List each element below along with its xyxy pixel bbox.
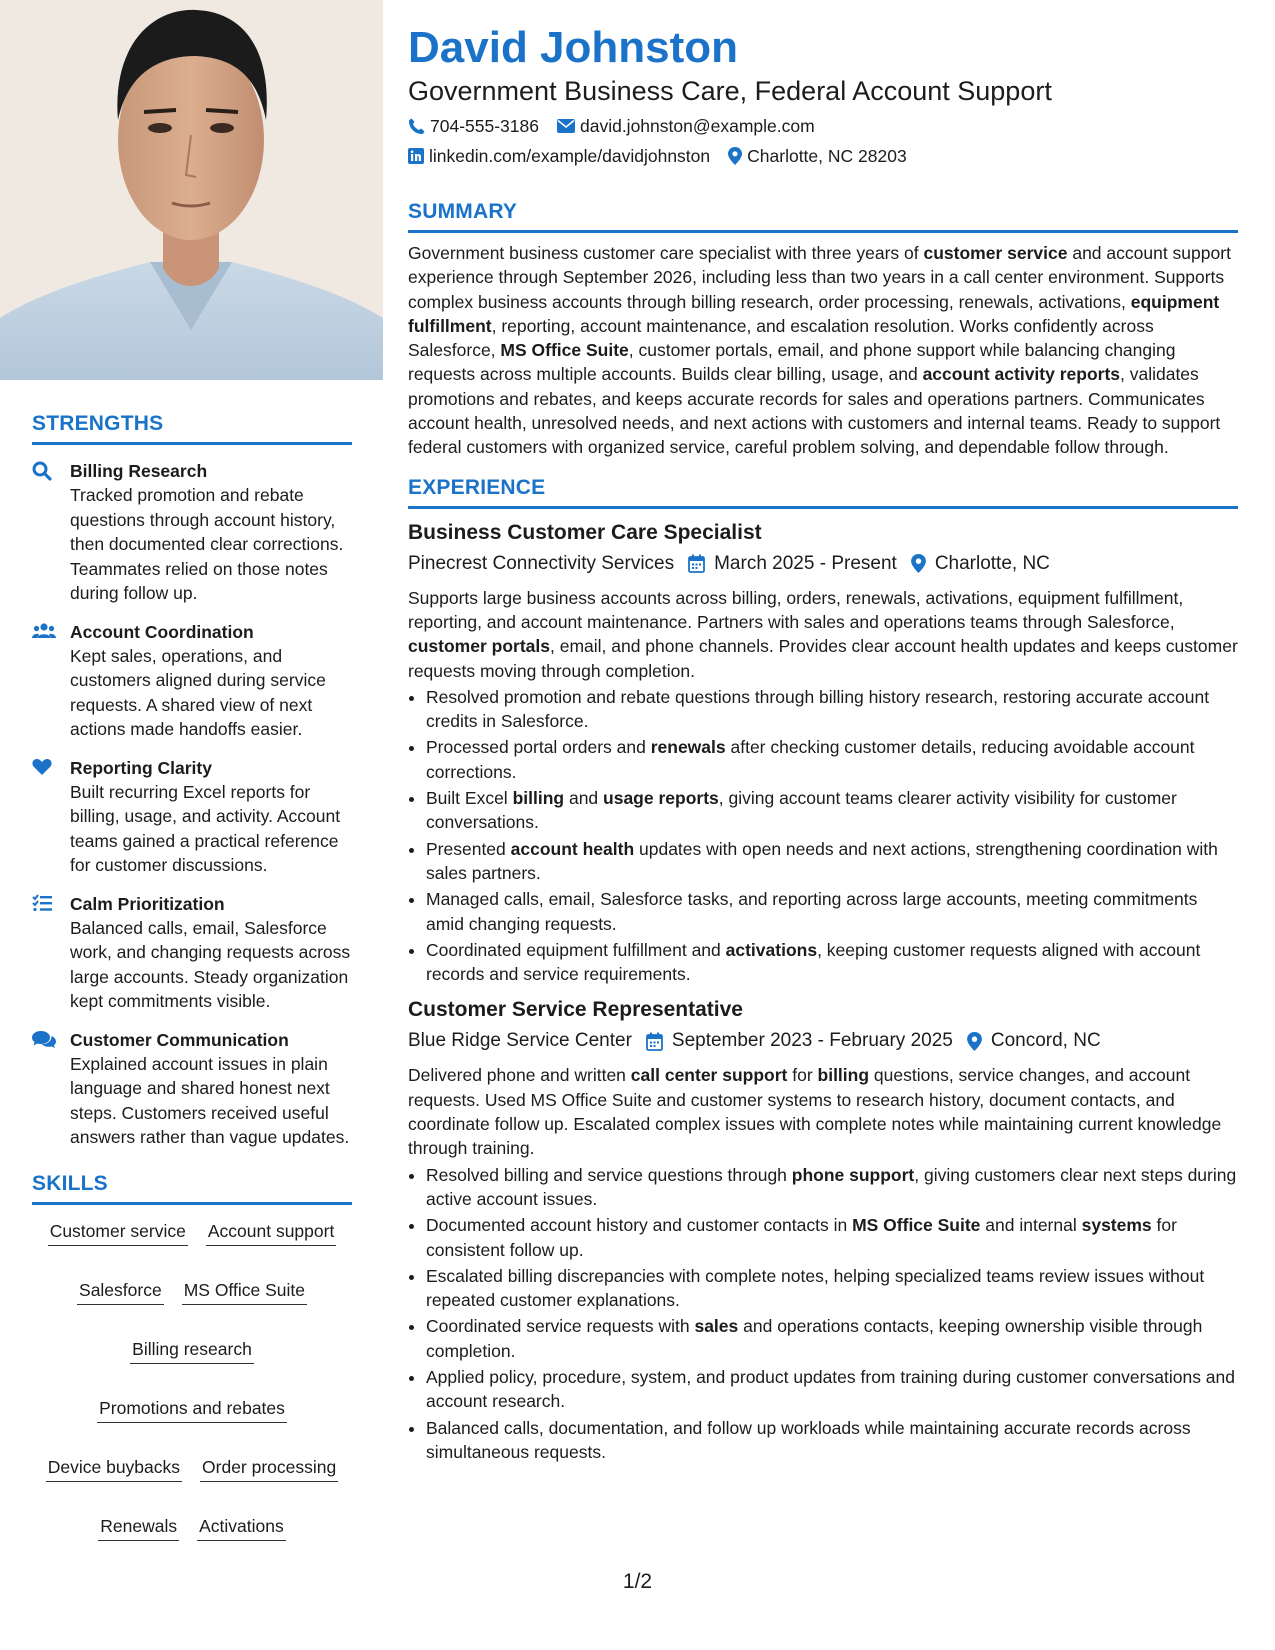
strength-item xyxy=(32,756,352,878)
summary-heading: SUMMARY xyxy=(408,200,1238,233)
job-description: Supports large business accounts across billing, orders, renewals, activations, equipment fulfillment, reporting, and account maintenance. Partners with sales and operations teams through Salesforce, customer portals, email, and phone channels. Provides clear account health updates and keeps customer requests moving through completion. xyxy=(408,587,1238,681)
list-item: • Applied policy, procedure, system, and product updates from training during customer conversations and account research. xyxy=(426,1365,1238,1414)
calendar-icon xyxy=(646,1032,663,1051)
strength-item xyxy=(32,620,352,742)
list-item: • Built Excel billing and usage reports, giving account teams clearer activity visibility for customer conversations. xyxy=(426,786,1238,835)
map-pin-icon xyxy=(728,147,742,165)
experience-heading: EXPERIENCE xyxy=(408,476,1238,509)
email-link[interactable]: david.johnston@example.com xyxy=(579,116,815,136)
list-item: • Escalated billing discrepancies with complete notes, helping specialized teams review issues without repeated customer explanations. xyxy=(426,1264,1238,1313)
list-item: • Balanced calls, documentation, and follow up workloads while maintaining accurate records across simultaneous requests. xyxy=(426,1416,1238,1465)
job-location: Concord, NC xyxy=(967,1027,1101,1055)
skills-heading: SKILLS xyxy=(32,1172,352,1205)
calendar-icon xyxy=(688,554,705,573)
location-contact xyxy=(728,144,907,168)
comments-icon xyxy=(32,1028,70,1150)
profile-photo xyxy=(0,0,383,380)
skill-tag: Device buybacks xyxy=(46,1455,182,1482)
company-name: Pinecrest Connectivity Services xyxy=(408,552,675,574)
list-item: • Resolved promotion and rebate questions through billing history research, restoring accurate account credits in Salesforce. xyxy=(426,685,1238,734)
job-dates: September 2023 - February 2025 xyxy=(646,1027,953,1055)
job-title: Customer Service Representative xyxy=(408,998,743,1022)
strength-description: Tracked promotion and rebate questions through account history, then documented clear corrections. Teammates relied on those notes during follow up. xyxy=(70,485,344,603)
skill-tag: Account support xyxy=(206,1219,336,1246)
skill-tag: Salesforce xyxy=(77,1278,164,1305)
list-check-icon xyxy=(32,892,70,1014)
strength-description: Explained account issues in plain language and shared honest next steps. Customers received useful answers rather than vague updates. xyxy=(70,1053,350,1147)
strength-item xyxy=(32,892,352,1014)
job-description: Delivered phone and written call center support for billing questions, service changes, and account requests. Used MS Office Suite and customer systems to research history, document contacts, and coordinate follow up. Escalated complex issues with complete notes while maintaining current knowledge through training. xyxy=(408,1065,1222,1159)
skill-tag: Order processing xyxy=(200,1455,338,1482)
page-number: 1/2 xyxy=(622,1570,653,1593)
list-item: • Presented account health updates with open needs and next actions, strengthening coordination with sales partners. xyxy=(426,837,1238,886)
heart-icon xyxy=(32,756,70,878)
list-item: • Documented account history and customer contacts in MS Office Suite and internal systems for consistent follow up. xyxy=(426,1213,1238,1262)
list-item: • Coordinated equipment fulfillment and activations, keeping customer requests aligned with account records and service requirements. xyxy=(426,938,1238,987)
strength-description: Kept sales, operations, and customers aligned during service requests. A shared view of next actions made handoffs easier. xyxy=(70,645,326,739)
users-icon xyxy=(32,620,70,742)
job-bullets xyxy=(408,1163,1238,1465)
skill-tag: Promotions and rebates xyxy=(97,1396,287,1423)
linkedin-link[interactable]: linkedin.com/example/davidjohnston xyxy=(429,146,711,166)
candidate-name: David Johnston xyxy=(408,23,739,72)
email-contact xyxy=(557,114,815,138)
list-item: • Coordinated service requests with sales and operations contacts, keeping ownership visible through completion. xyxy=(426,1314,1238,1363)
headline: Government Business Care, Federal Account Support xyxy=(408,76,1052,106)
list-item: • Processed portal orders and renewals after checking customer details, reducing avoidable account corrections. xyxy=(426,735,1238,784)
strength-item xyxy=(32,459,352,606)
contact-row xyxy=(408,114,1238,138)
strengths-heading: STRENGTHS xyxy=(32,412,352,445)
job-meta xyxy=(408,550,1238,578)
search-icon xyxy=(32,459,70,606)
skill-tag: Renewals xyxy=(98,1514,179,1541)
job-meta xyxy=(408,1027,1238,1055)
map-pin-icon xyxy=(911,554,926,573)
skill-tag: Activations xyxy=(197,1514,286,1541)
strength-item xyxy=(32,1028,352,1150)
phone-contact xyxy=(408,114,539,138)
phone-number: 704-555-3186 xyxy=(430,116,539,136)
linkedin-contact xyxy=(408,144,710,168)
contact-row xyxy=(408,144,1238,168)
envelope-icon xyxy=(557,119,575,133)
strength-title: Reporting Clarity xyxy=(70,757,212,778)
strength-description: Built recurring Excel reports for billing, usage, and activity. Account teams gained a practical reference for customer discussions. xyxy=(70,781,341,875)
company-name: Blue Ridge Service Center xyxy=(408,1030,632,1052)
skill-tag: Customer service xyxy=(48,1219,188,1246)
strength-title: Billing Research xyxy=(70,461,208,481)
skills-list xyxy=(32,1219,352,1541)
strength-title: Account Coordination xyxy=(70,621,254,642)
skill-tag: Billing research xyxy=(130,1337,254,1364)
skill-tag: MS Office Suite xyxy=(182,1278,307,1305)
strength-title: Customer Communication xyxy=(70,1029,289,1050)
job-bullets xyxy=(408,685,1238,987)
location-text: Charlotte, NC 28203 xyxy=(747,146,907,166)
job-title: Business Customer Care Specialist xyxy=(408,520,762,544)
summary-text: Government business customer care specialist with three years of customer service and account support experience through September 2026, including less than two years in a call center environment. Supports complex business accounts through billing research, order processing, renewals, activations, equipment fulfillment, reporting, account maintenance, and escalation resolution. Works confidently across Salesforce, MS Office Suite, customer portals, email, and phone support while balancing changing requests across multiple accounts. Builds clear billing, usage, and account activity reports, validates promotions and rebates, and keeps accurate records for sales and operations partners. Communicates account health, unresolved needs, and next actions with customers and internal teams. Ready to support federal customers with organized service, careful problem solving, and dependable follow through. xyxy=(408,243,1231,458)
strength-description: Balanced calls, email, Salesforce work, and changing requests across large accounts. Steady organization kept commitments visible. xyxy=(70,917,351,1011)
job-location: Charlotte, NC xyxy=(911,550,1050,578)
phone-icon xyxy=(408,118,425,135)
job-entry xyxy=(408,996,1238,1464)
main-content xyxy=(408,22,1238,1466)
linkedin-icon xyxy=(408,148,424,164)
job-entry xyxy=(408,519,1238,987)
list-item: • Managed calls, email, Salesforce tasks, and reporting across large accounts, meeting commitments amid changing requests. xyxy=(426,887,1238,936)
strength-title: Calm Prioritization xyxy=(70,893,225,914)
list-item: • Resolved billing and service questions through phone support, giving customers clear next steps during active account issues. xyxy=(426,1163,1238,1212)
sidebar xyxy=(0,0,383,1650)
map-pin-icon xyxy=(967,1032,982,1051)
job-dates: March 2025 - Present xyxy=(688,550,897,578)
